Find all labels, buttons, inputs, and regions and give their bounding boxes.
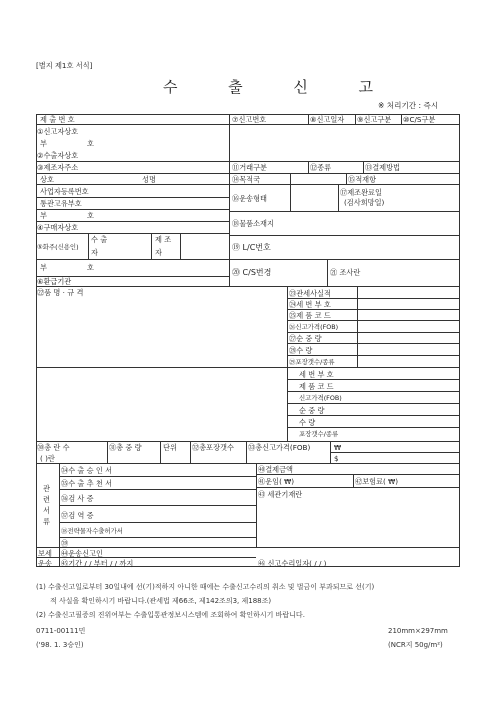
cs-change-label: ⑳ C/S번경 <box>232 268 272 277</box>
item-field-label: 제 품 코 드 <box>299 382 334 391</box>
payment-amount-label: ㊵결제금액 <box>258 465 293 474</box>
item-description-label: ㉒품 명 · 규 격 <box>37 288 84 297</box>
item-field-text: 수 량 <box>296 346 313 355</box>
item-field-label: ㉔세 번 부 호 <box>289 300 331 309</box>
item-field-label: ㉘수 량 <box>289 346 313 355</box>
inspection-date-label: (검사희망일) <box>344 198 385 207</box>
customs-remarks-label: ㊸ 세관기재란 <box>258 490 303 499</box>
payment-amount-text: 결제금액 <box>265 465 293 474</box>
strategic-license-label: ㊳전략물자수출허가서 <box>61 527 123 535</box>
transaction-type-label: ⑪거래구분 <box>232 163 267 172</box>
title-char: 신 <box>293 78 308 96</box>
completion-date-label: ⑰제조완료일 <box>340 188 382 197</box>
item-field-label: ㉕제 품 코 드 <box>289 311 331 320</box>
item-field-label: ㉖신고가격(FOB) <box>289 323 339 331</box>
unit-label: 단위 <box>163 443 177 452</box>
export-approval-label: ㉞수 출 승 인 서 <box>61 466 113 475</box>
bizno-label: 사업자등록번호 <box>40 187 89 196</box>
quarantine-cert-text: 검 역 증 <box>68 511 94 520</box>
related-docs-char: 관 <box>43 484 50 493</box>
transport-type-label: ⑯운송형태 <box>232 194 267 203</box>
item-field-label: ㉙포장갯수/종류 <box>289 358 335 366</box>
total-lines-label: ㉚총 란 수 <box>37 443 70 452</box>
transport-period-label: ㊺기간 / / 부터 / / 까지 <box>61 559 134 568</box>
customs-remarks-text: 세관기재란 <box>267 490 303 499</box>
related-docs-char: 련 <box>43 495 50 504</box>
bu-label: 부 <box>40 263 47 272</box>
total-weight-label: ㉛총 중 량 <box>109 443 142 452</box>
exporter-label-top: 수 출 <box>91 235 108 244</box>
sangho-label: 상호 <box>40 175 54 184</box>
quarantine-cert-label: ㊲검 역 증 <box>61 511 94 520</box>
declaration-type-label: ⑨신고구분 <box>357 115 392 124</box>
item-field-text: 포장갯수/종류 <box>295 358 335 366</box>
title-char: 출 <box>228 78 243 96</box>
declarant-name-label: ①신고자상호 <box>37 127 79 136</box>
cs-type-label: ⑩C/S구분 <box>403 115 436 124</box>
export-recommendation-label: ㉟수 출 추 천 서 <box>61 479 113 488</box>
won-sign: ₩ <box>334 443 342 452</box>
dollar-sign: $ <box>334 454 339 463</box>
manufacturer-label-bottom: 자 <box>155 248 162 257</box>
export-recommendation-text: 수 출 추 천 서 <box>68 479 113 488</box>
exporter-name-label: ②수출자상호 <box>37 151 79 160</box>
note-1: (1) 수출신고일로부터 30일내에 선(기)적하지 아니한 때에는 수출신고수리의 취소 및 벌금이 부과되므로 선(기) <box>36 583 375 591</box>
total-lines-text: 총 란 수 <box>44 443 70 452</box>
page-title <box>163 76 373 97</box>
loading-port-label: ⑮적재항 <box>348 175 377 184</box>
customs-code-label: 통관고유부호 <box>40 199 82 208</box>
title-char: 수 <box>163 78 178 96</box>
item-field-label: ㉗순 중 량 <box>289 334 322 343</box>
item-field-text: 제 품 코 드 <box>296 311 331 320</box>
declaration-number-label: ⑦신고번호 <box>232 115 267 124</box>
seongmyeong-label: 성명 <box>142 175 156 184</box>
bu-label: 부 <box>40 139 47 148</box>
item-field-text: 순 중 량 <box>296 334 322 343</box>
exporter-label-bottom: 자 <box>91 248 98 257</box>
item-field-label: 수 량 <box>299 418 316 427</box>
ho-label: 호 <box>87 139 94 148</box>
manufacturer-address-label: ③제조자주소 <box>37 163 79 172</box>
transport-period-text: 기간 / / 부터 / / 까지 <box>68 559 134 568</box>
bonded-transport-declarant-text: 운송신고인 <box>68 549 103 558</box>
item-field-label: ㉓관세사실적 <box>289 289 331 298</box>
destination-label: ⑭목적국 <box>232 175 261 184</box>
manufacturer-label-top: 제 조 <box>155 235 172 244</box>
declaration-date-label: ⑧신고일자 <box>310 115 345 124</box>
item-field-text: 세 번 부 호 <box>296 300 331 309</box>
processing-period: ※ 처리기간 : 즉시 <box>378 101 439 110</box>
bu-label: 부 <box>40 211 47 220</box>
attachment-label: [별지 제1호 서식] <box>36 61 93 70</box>
transport-label: 운송 <box>38 559 52 568</box>
acceptance-date-text: 신고수리일자( / / ) <box>267 559 327 568</box>
related-docs-char: 서 <box>43 506 50 515</box>
total-lines-count: ( )란 <box>40 454 55 463</box>
lc-number-label: ⑲ L/C번호 <box>232 243 271 252</box>
total-price-label: ㉝총신고가격(FOB) <box>248 443 311 452</box>
inspection-cert-text: 검 사 증 <box>68 494 94 503</box>
acceptance-date-label: ㊻ 신고수리일자( / / ) <box>258 559 327 568</box>
freight-text: 운임( ₩) <box>265 477 295 486</box>
shipper-label: ⑤화주(신용인) <box>37 243 79 251</box>
inspection-column-label: ㉑ 조사란 <box>330 268 361 277</box>
export-approval-text: 수 출 승 인 서 <box>68 466 113 475</box>
ho-label: 호 <box>87 211 94 220</box>
total-weight-text: 총 중 량 <box>116 443 142 452</box>
inspection-cert-label: ㊱검 사 증 <box>61 494 94 503</box>
insurance-label: ㊷보험료( ₩) <box>355 477 399 486</box>
insurance-text: 보험료( ₩) <box>362 477 399 486</box>
note-2: (2) 수출신고필증의 진위여부는 수출입통관정보시스템에 조회하여 확인하시기 바랍니다. <box>36 611 305 619</box>
item-field-label: 포장갯수/종류 <box>299 430 339 438</box>
kind-label: ⑫종류 <box>310 163 332 172</box>
item-field-label: 신고가격(FOB) <box>299 394 342 402</box>
declarant-number-label: 제 출 번 호 <box>40 115 75 124</box>
item-field-label: 순 중 량 <box>299 406 325 415</box>
goods-location-label: ⑱물품소재지 <box>232 219 274 228</box>
paper-size: 210mm×297mm <box>388 627 448 635</box>
buyer-name-label: ④구매자상호 <box>37 223 79 232</box>
form-number: 0711-00111민 <box>36 627 86 635</box>
bonded-label: 보세 <box>38 549 52 558</box>
total-price-text: 총신고가격(FOB) <box>255 443 311 452</box>
item-field-text: 신고가격(FOB) <box>295 323 339 331</box>
item-field-label: 세 번 부 호 <box>299 370 334 379</box>
ho-label: 호 <box>87 263 94 272</box>
item-description-text: 품 명 · 규 격 <box>44 288 84 297</box>
item-field-text: 관세사실적 <box>296 289 331 298</box>
approval-date: ('98. 1. 3승인) <box>36 641 84 649</box>
note-1-cont: 적 사실을 확인하시기 바랍니다.(관세법 제66조, 제142조의3, 제188조) <box>50 597 272 605</box>
freight-label: ㊶운임( ₩) <box>258 477 295 486</box>
paper-type: (NCR지 50g/m²) <box>388 641 443 649</box>
payment-method-label: ⑬결제방법 <box>365 163 400 172</box>
bonded-transport-declarant-label: ㊹운송신고인 <box>61 549 103 558</box>
other-doc-label: ㊴ <box>61 539 69 548</box>
refund-agency-label: ⑥환급기관 <box>37 277 72 286</box>
total-packages-text: 총포장갯수 <box>199 443 234 452</box>
related-docs-char: 류 <box>43 517 50 526</box>
title-char: 고 <box>358 78 373 96</box>
strategic-license-text: 전략물자수출허가서 <box>67 527 123 535</box>
total-packages-label: ㉜총포장갯수 <box>192 443 234 452</box>
